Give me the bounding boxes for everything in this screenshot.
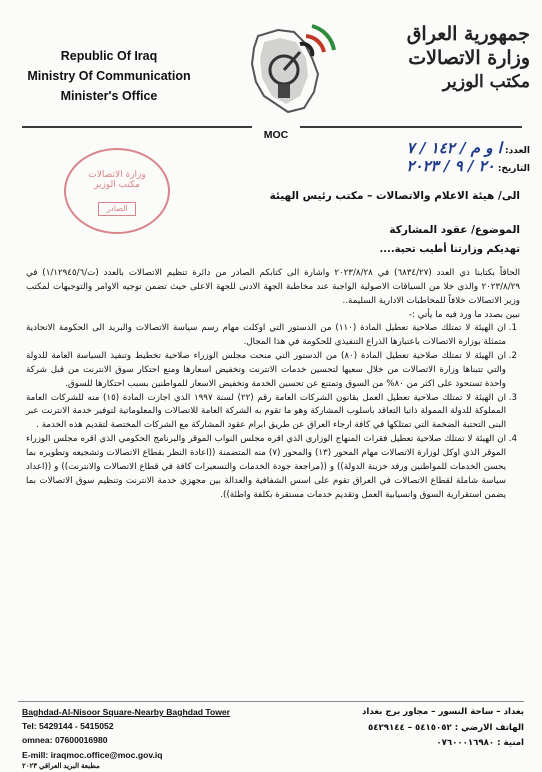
footer-english: [22, 705, 272, 772]
letter-body: [26, 267, 520, 502]
arabic-letterhead: [370, 22, 530, 94]
list-item: 2. ان الهيئة لا تمتلك صلاحية تعطيل المادة (٨٠) من الدستور التي منحت مجلس الوزراء صلاحية تخطيط وتنفيذ السياسة العامة للدولة والتي تتبناها وزارة الاتصالات من خلال سعيها لتحسين خدمات الانترنت وتخفيض اسعارها ومنع احتكار سوق الانترنت من قبل شركة واحدة تستحوذ على اكثر من ٨٠% من السوق وتمتنع عن تحسين الخدمة وتخفيض الاسعار للمواطنين بسبب احتكارها للسوق.: [26, 350, 506, 392]
footer-address-ar: بغداد – ساحة النسور – مجاور برج بغداد: [362, 707, 524, 717]
country-name-ar: جمهورية العراق: [406, 23, 530, 45]
date-value: ٢٠ / ٩ / ٢٠٢٣: [406, 157, 495, 175]
date-label: التاريخ:: [497, 164, 530, 174]
ministry-name-ar: وزارة الاتصالات: [408, 47, 530, 69]
logo-label: MOC: [263, 129, 289, 141]
reference-date: [406, 157, 530, 175]
ministry-name: Ministry Of Communication: [27, 69, 191, 83]
office-name: Minister's Office: [60, 89, 158, 103]
addressee: الى/ هيئة الاعلام والاتصالات – مكتب رئيس الهيئة: [269, 190, 520, 202]
footer-tel-ar: الهاتف الارضي : ٥٤١٥٠٥٢ – ٥٤٢٩١٤٤: [368, 722, 524, 733]
stamp-box: الصادر: [98, 202, 136, 216]
intro-paragraph: الحاقاً بكتابنا ذي العدد (٦٨٣٤/٢٧) في ٢٠٢٣/٨/٢٨ واشارة الى كتابكم الصادر من دائرة تنظيم الاتصالات بالعدد (ت/١/١٢٩٤٥/٦) في ٢٠٢٣/٨/٢٩ والذي خلا من السياقات الاصولية الواجبة عند مخاطبة الجهة الادنى للجهة الاعلى حيث تضمن توجيه الاوامر والتوجيهات لمكتب وزير الاتصالات خلافاً للمخاطبات الادارية السليمة..: [26, 268, 520, 306]
list-item: 1. ان الهيئة لا تمتلك صلاحية تعطيل المادة (١١٠) من الدستور التي اوكلت مهام رسم سياسة الاتصالات والبريد الى الحكومة الاتحادية متمثلة بوزارة الاتصالات باعتبارها الذراع التنفيذي للحكومة في هذا المجال.: [26, 322, 506, 350]
country-name: Republic Of Iraq: [60, 49, 158, 63]
number-value: ا و م / ١٤٢ / ٧: [406, 139, 502, 157]
footer-omnea: omnea: 07600016980: [22, 735, 108, 746]
reference-number: [407, 139, 530, 157]
number-label: العدد:: [505, 146, 530, 156]
footer-press: مطبعة البريد العراقي ٢٠٢٣: [22, 762, 100, 770]
greeting: تهديكم وزارتنا أطيب تحية....: [379, 244, 520, 255]
header-rule-left: [22, 126, 252, 128]
footer-omnea-ar: امنية : ٠٧٦٠٠٠١٦٩٨٠: [436, 738, 524, 749]
english-letterhead: [24, 46, 194, 106]
lead-sentence: نبين بصدد ما ورد فيه ما يأتي :-: [408, 309, 520, 320]
footer-rule: [18, 701, 524, 702]
subject-line: الموضوع/ عقود المشاركة: [389, 224, 520, 236]
stamp-line-1: وزارة الاتصالات: [88, 170, 146, 180]
office-name-ar: مكتب الوزير: [442, 72, 530, 92]
ministry-logo-icon: [238, 12, 338, 120]
footer-arabic: [284, 705, 524, 752]
footer-address: Baghdad-Al-Nisoor Square-Nearby Baghdad Tower: [22, 707, 231, 717]
stamp-line-2: مكتب الوزير: [94, 180, 140, 190]
list-item: 3. ان الهيئة لا تمتلك صلاحية تعطيل العمل بقانون الشركات العامة رقم (٢٢) لسنة ١٩٩٧ الذي اجازت المادة (١٥) منه للشركات العامة المملوكة للدولة الممولة ذاتيا التعاقد باسلوب المشاركة وهو ما تقوم به الشركة العامة للاتصالات والمعلوماتية لتوفير خدمة الانترنت عبر البنى التحتية الضخمة التي تمتلكها في كافة ارجاء العراق عن طريق ابرام عقود المشاركة مع الشركات المختصة لتقديم هذه الخدمة .: [26, 392, 506, 434]
header-rule-right: [300, 126, 522, 128]
footer-tel: Tel: 5429144 - 5415052: [22, 721, 114, 732]
points-list: [26, 322, 520, 502]
footer-email: E-mill: iraqmoc.office@moc.gov.iq: [22, 749, 163, 760]
office-stamp: [64, 148, 170, 234]
list-item: 4. ان الهيئة لا تمتلك صلاحية تعطيل فقرات المنهاج الوزاري الذي اقره مجلس النواب الموقر والبرنامج الحكومي الذي اقره مجلس الوزراء الموقر الذي اوكل لوزارة الاتصالات مهام المحور (١٣) والمحور (٧) منه المتضمنة ((اعادة النظر بقطاع الاتصالات وتشجيعه وتطويره بما يحسن الخدمات للمواطنين ورفد خزينة الدولة)) و ((مراجعة جودة الخدمات والتسعيرات كافة في قطاع الاتصالات والانترنت)) و ((اعداد سياسة شاملة لقطاع الاتصالات في العراق تقوم على اسس الشفافية والعدالة بين مجهزي خدمة الانترنت وتنظيم سوق الاتصالات بما يضمن استقرارية السوق وانسيابية العمل وتقديم خدمات مستقرة بكلفة واطئة)).: [26, 433, 506, 502]
